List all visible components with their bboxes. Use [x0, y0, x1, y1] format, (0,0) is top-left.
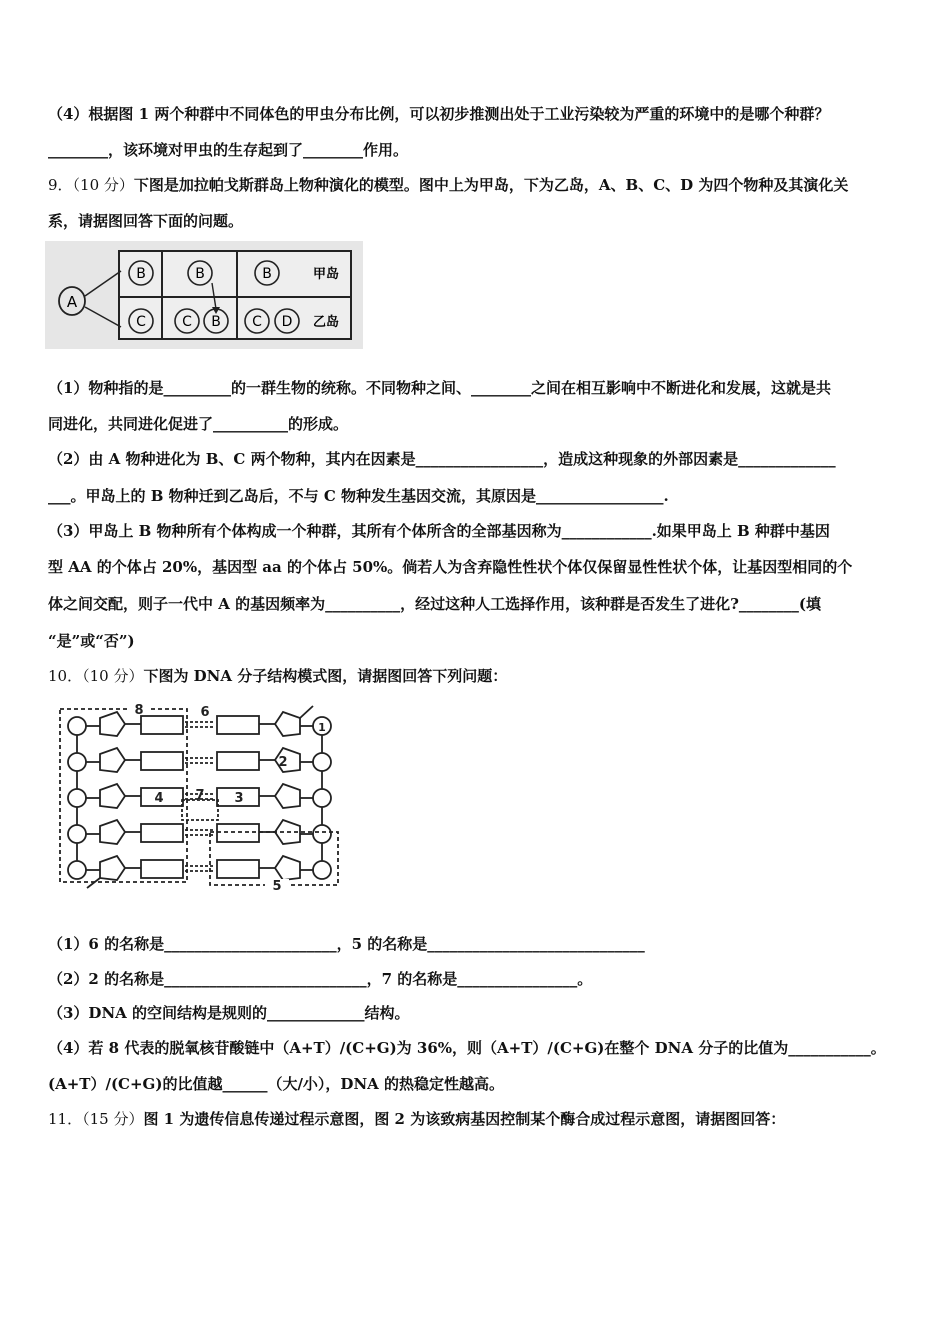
q9-part2-line2: ___。甲岛上的 B 物种迁到乙岛后，不与 C 物种发生基因交流，其原因是_________________.: [48, 487, 669, 505]
q10-part3: （3）DNA 的空间结构是规则的_____________结构。: [48, 1004, 410, 1022]
bottom-species-1: C: [136, 314, 146, 330]
top-species-3: B: [262, 266, 272, 282]
top-species-1: B: [136, 266, 146, 282]
q10-number: 10．（10 分）: [48, 667, 144, 685]
label-1: 1: [318, 721, 326, 734]
bottom-species-3: B: [211, 314, 221, 330]
q9-intro-line1: [48, 175, 848, 195]
q10-part4-line2: (A+T）/(C+G)的比值越______（大/小），DNA 的热稳定性越高。: [48, 1075, 505, 1093]
q10-intro: [48, 666, 507, 686]
q11-intro-text: 图 1 为遗传信息传递过程示意图，图 2 为该致病基因控制某个酶合成过程示意图，请据图回答：: [143, 1110, 786, 1128]
q9-part2-line1: （2）由 A 物种进化为 B、C 两个物种，其内在因素是_________________，造成这种现象的外部因素是_____________: [48, 450, 836, 468]
island-jia-label: 甲岛: [313, 267, 340, 282]
island-evolution-figure: [45, 241, 363, 349]
q8-part4-line1: （4）根据图 1 两个种群中不同体色的甲虫分布比例，可以初步推测出处于工业污染较为严重的环境中的是哪个种群？: [48, 105, 830, 123]
island-yi-label: 乙岛: [313, 315, 340, 330]
q9-part1-line1: （1）物种指的是_________的一群生物的统称。不同物种之间、________之间在相互影响中不断进化和发展，这就是共: [48, 379, 831, 397]
label-4: 4: [154, 791, 164, 806]
label-8: 8: [134, 703, 144, 718]
q9-part1-line2: 同进化，共同进化促进了__________的形成。: [48, 415, 349, 433]
label-3: 3: [234, 791, 244, 806]
q11-intro: [48, 1109, 785, 1129]
label-2: 2: [278, 755, 288, 770]
label-5: 5: [272, 879, 282, 894]
q9-intro-line2: 系，请据图回答下面的问题。: [48, 212, 244, 230]
q10-part1: （1）6 的名称是_______________________，5 的名称是_____________________________: [48, 935, 645, 953]
q9-part3-line4: “是”或“否”): [48, 632, 135, 650]
q10-part4-line1: （4）若 8 代表的脱氧核苷酸链中（A+T）/(C+G)为 36%，则（A+T）/(C+G)在整个 DNA 分子的比值为___________。: [48, 1039, 886, 1057]
q9-part3-line2: 型 AA 的个体占 20%，基因型 aa 的个体占 50%。倘若人为含弃隐性性状个体仅保留显性性状个体，让基因型相同的个: [48, 558, 853, 576]
q9-part3-line3: 体之间交配，则子一代中 A 的基因频率为__________，经过这种人工选择作用，该种群是否发生了进化?________(填: [48, 595, 821, 613]
q10-intro-text: 下图为 DNA 分子结构模式图，请据图回答下列问题：: [143, 667, 508, 685]
q9-number: 9．（10 分）: [48, 176, 134, 194]
bottom-species-4: C: [252, 314, 262, 330]
species-a-label: A: [66, 293, 78, 311]
q8-part4-line2: ________，该环境对甲虫的生存起到了________作用。: [48, 141, 409, 159]
top-species-2: B: [195, 266, 205, 282]
bottom-species-5: D: [281, 314, 293, 330]
q9-intro-text: 下图是加拉帕戈斯群岛上物种演化的模型。图中上为甲岛，下为乙岛，A、B、C、D 为四个物种及其演化关: [133, 176, 849, 194]
bottom-species-2: C: [182, 314, 192, 330]
q10-part2: （2）2 的名称是___________________________，7 的名称是________________。: [48, 970, 593, 988]
label-7: 7: [195, 788, 205, 803]
q11-number: 11．（15 分）: [48, 1110, 144, 1128]
label-6: 6: [200, 705, 210, 720]
dna-structure-figure: [55, 702, 345, 894]
q9-part3-line1: （3）甲岛上 B 物种所有个体构成一个种群，其所有个体所含的全部基因称为____________.如果甲岛上 B 种群中基因: [48, 522, 830, 540]
